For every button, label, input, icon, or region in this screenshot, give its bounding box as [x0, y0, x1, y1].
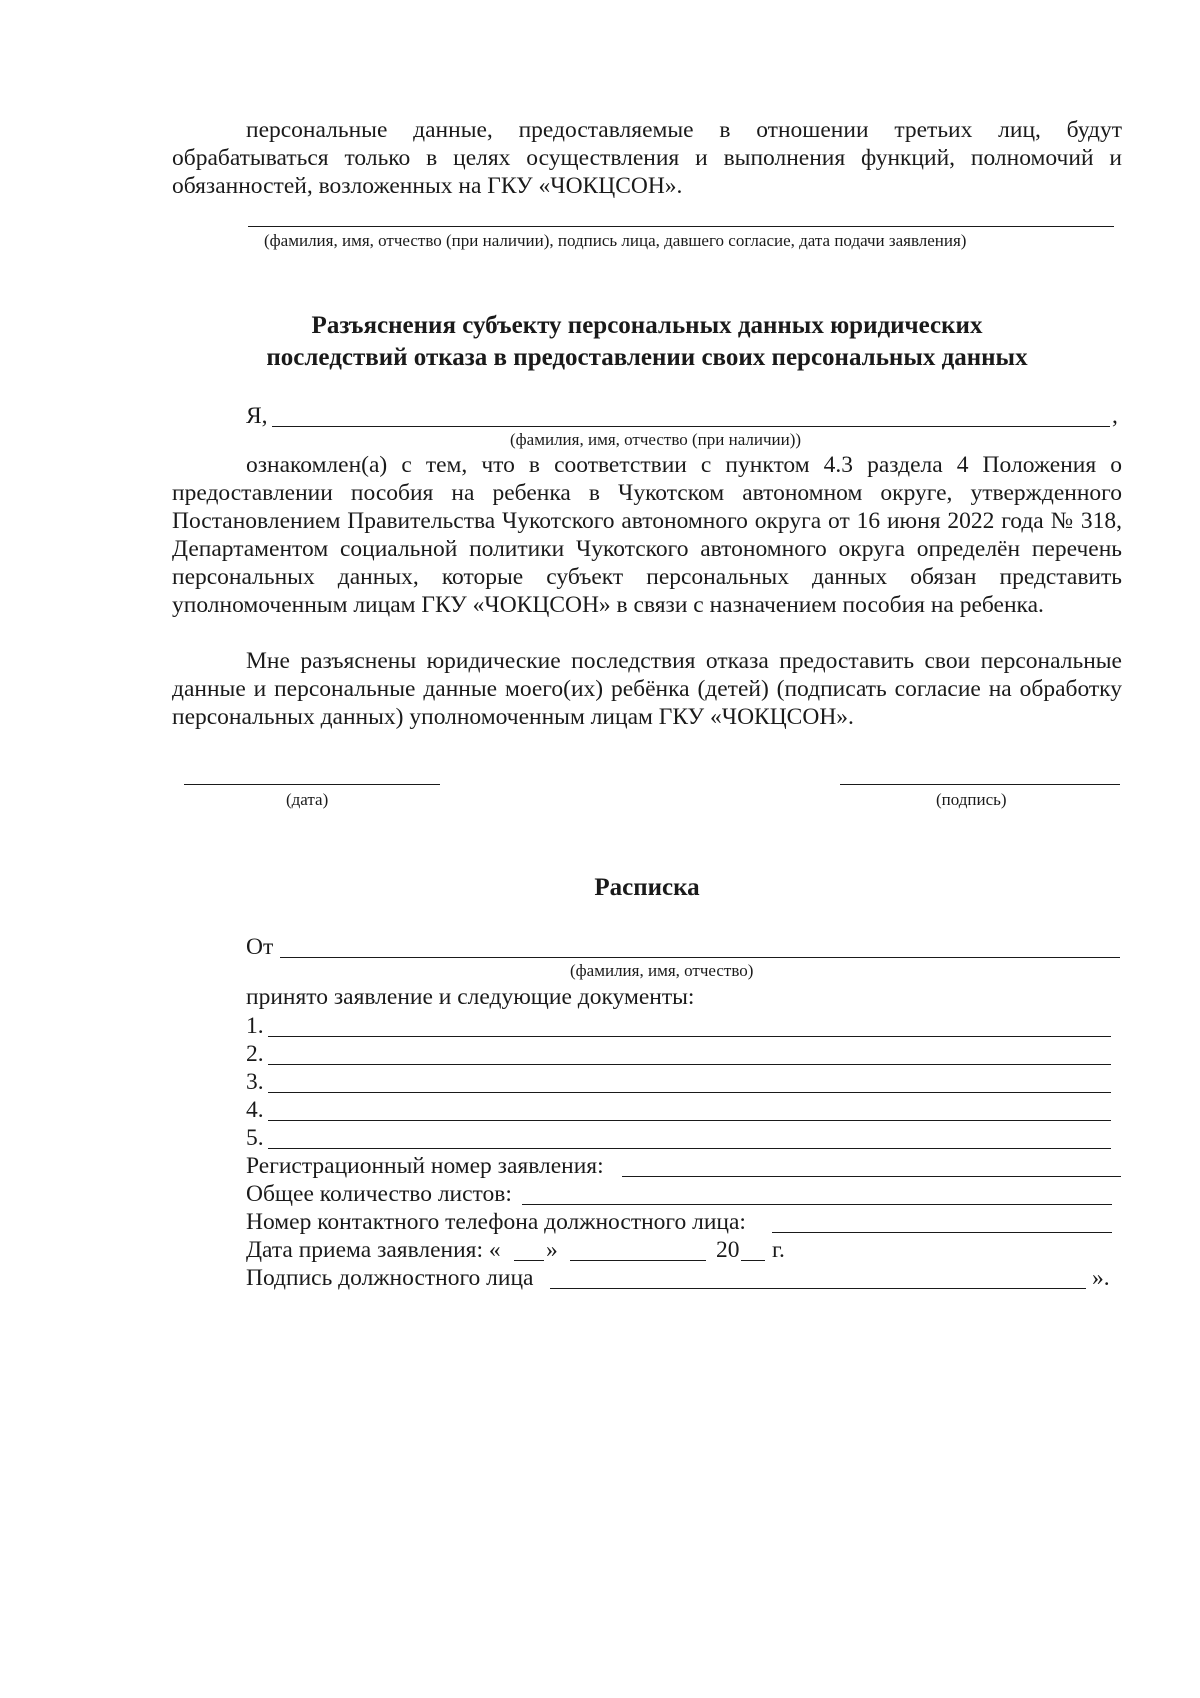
accepted-text: принято заявление и следующие документы: — [246, 984, 695, 1010]
closing-quote: ». — [1092, 1265, 1110, 1291]
document-item-4: 4. — [246, 1097, 264, 1123]
reg-number-label: Регистрационный номер заявления: — [246, 1153, 604, 1179]
date-line[interactable] — [184, 784, 440, 785]
explanation-paragraph-2: Мне разъяснены юридические последствия отказа предоставить свои персональные данные и персональные данные моего(их) ребёнка (детей) (подписать согласие на обработку персональных данных) уполномоченным лицам ГКУ «ЧОКЦСОН». — [172, 648, 1122, 730]
ya-name-caption: (фамилия, имя, отчество (при наличии)) — [510, 430, 802, 449]
receipt-title: Расписка — [594, 874, 700, 901]
document-item-2: 2. — [246, 1041, 264, 1067]
consent-tail-paragraph: персональные данные, предоставляемые в отношении третьих лиц, будут обрабатываться только в целях осуществления и выполнения функций, полномочий и обязанностей, возложенных на ГКУ «ЧОКЦСОН». — [172, 117, 1122, 199]
document-item-1: 1. — [246, 1013, 264, 1039]
document-line-4[interactable] — [268, 1120, 1111, 1121]
sheets-label: Общее количество листов: — [246, 1181, 512, 1207]
consent-signature-line[interactable] — [248, 226, 1114, 227]
date-mid-quote: » — [546, 1237, 558, 1263]
year-prefix: 20 — [716, 1237, 740, 1263]
ya-comma: , — [1112, 403, 1118, 429]
document-line-3[interactable] — [268, 1092, 1111, 1093]
phone-line[interactable] — [772, 1232, 1112, 1233]
document-line-5[interactable] — [268, 1148, 1111, 1149]
document-item-5: 5. — [246, 1125, 264, 1151]
reg-number-line[interactable] — [622, 1176, 1121, 1177]
explanation-title-line1: Разъяснения субъекту персональных данных юридических — [311, 312, 983, 339]
phone-label: Номер контактного телефона должностного лица: — [246, 1209, 746, 1235]
official-sign-line[interactable] — [550, 1288, 1086, 1289]
signature-caption: (подпись) — [936, 790, 1007, 809]
day-line[interactable] — [514, 1260, 544, 1261]
year-line[interactable] — [741, 1260, 765, 1261]
document-line-1[interactable] — [268, 1036, 1111, 1037]
official-sign-label: Подпись должностного лица — [246, 1265, 534, 1291]
month-line[interactable] — [570, 1260, 706, 1261]
document-line-2[interactable] — [268, 1064, 1111, 1065]
from-label: От — [246, 934, 274, 960]
from-caption: (фамилия, имя, отчество) — [570, 961, 754, 980]
explanation-paragraph-1: ознакомлен(а) с тем, что в соответствии с пунктом 4.3 раздела 4 Положения о предоставлении пособия на ребенка в Чукотском автономном округе, утвержденного Постановлением Правительства Чукотского автономного округа от 16 июня 2022 года № 318, Департаментом социальной политики Чукотского автономного округа определён перечень персональных данных, которые субъект персональных данных обязан представить уполномоченным лицам ГКУ «ЧОКЦСОН» в связи с назначением пособия на ребенка. — [172, 452, 1122, 618]
ya-name-line[interactable] — [272, 426, 1110, 427]
date-received-label: Дата приема заявления: « — [246, 1237, 501, 1263]
from-name-line[interactable] — [280, 957, 1120, 958]
signature-line[interactable] — [840, 784, 1120, 785]
document-item-3: 3. — [246, 1069, 264, 1095]
ya-label: Я, — [246, 403, 268, 429]
explanation-title-line2: последствий отказа в предоставлении своих персональных данных — [266, 344, 1028, 371]
date-caption: (дата) — [286, 790, 329, 809]
sheets-line[interactable] — [522, 1204, 1112, 1205]
year-suffix: г. — [772, 1237, 785, 1263]
consent-signature-caption: (фамилия, имя, отчество (при наличии), подпись лица, давшего согласие, дата подачи заявления) — [264, 231, 967, 250]
